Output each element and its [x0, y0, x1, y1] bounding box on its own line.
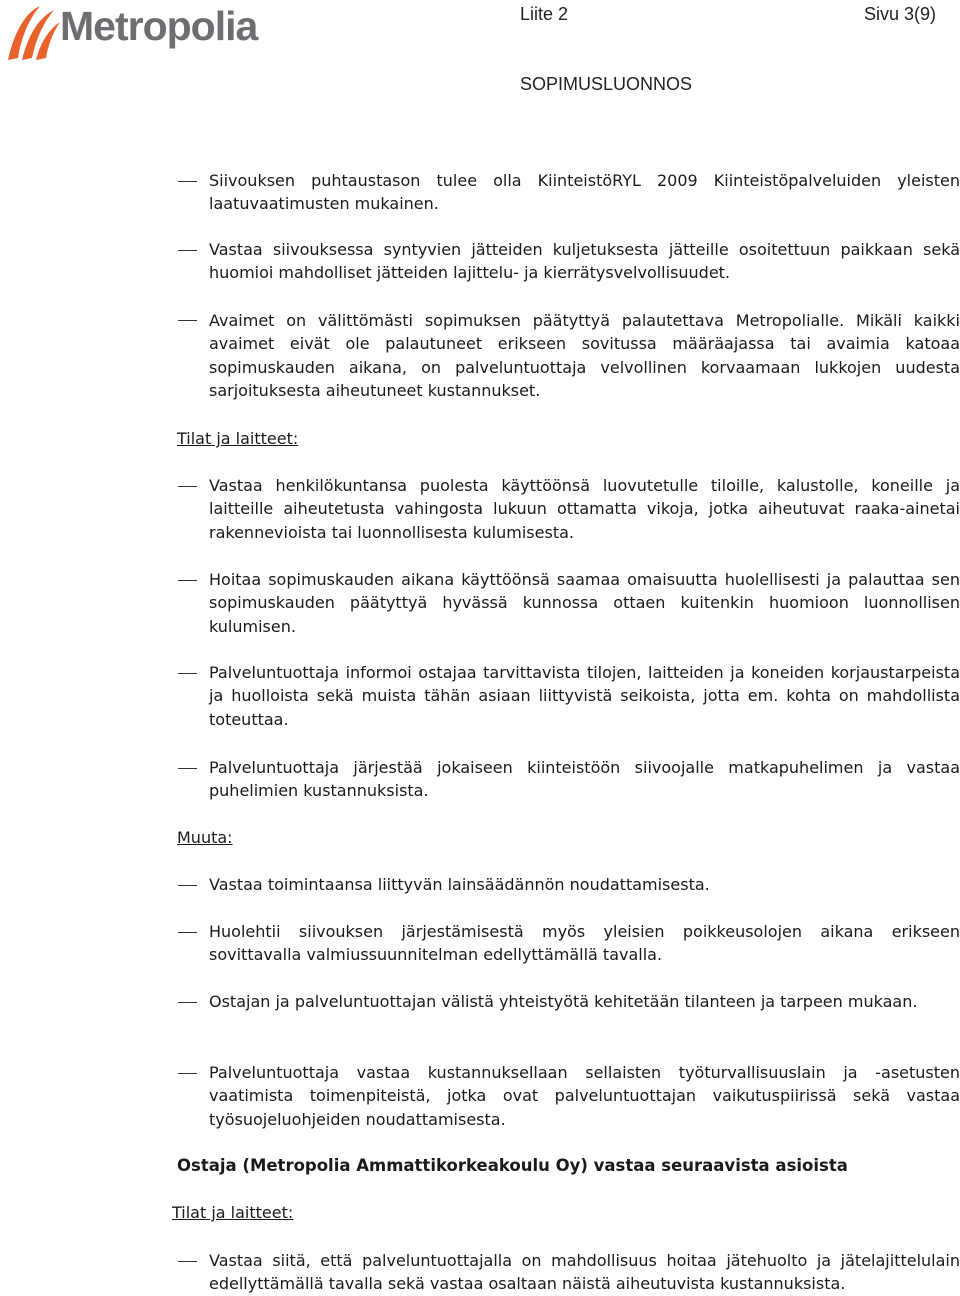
list-item: Vastaa henkilökuntansa puolesta käyttöönsä luovutetulle tiloille, kalustolle, koneille ja laitteille aiheutetusta vahingosta lukuun ottamatta vikoja, jotka aiheutuvat raaka-ainetai rakennevioista tai luonnollisesta kulumisesta.	[209, 476, 960, 542]
bullet-dash	[178, 1261, 197, 1262]
bullet-dash	[178, 1073, 197, 1074]
page-number: Sivu 3(9)	[864, 4, 937, 24]
section-heading-tilat: Tilat ja laitteet:	[177, 429, 299, 448]
section-heading-muuta: Muuta:	[177, 828, 233, 847]
logo-wordmark: Metropolia	[60, 3, 258, 49]
bullet-dash	[178, 250, 197, 251]
buyer-section-title: Ostaja (Metropolia Ammattikorkeakoulu Oy) vastaa seuraavista asioista	[177, 1156, 848, 1175]
list-item: Hoitaa sopimuskauden aikana käyttöönsä saamaa omaisuutta huolellisesti ja palauttaa sen sopimuskauden päätyttyä hyvässä kunnossa ottaen kuitenkin huomioon luonnollisen kulumisen.	[209, 570, 960, 636]
list-item: Huolehtii siivouksen järjestämisestä myös yleisien poikkeusolojen aikana erikseen sovittavalla valmiussuunnitelman edellyttämällä tavalla.	[209, 922, 960, 965]
bullet-dash	[178, 486, 197, 487]
bullet-dash	[178, 320, 197, 321]
list-item: Palveluntuottaja informoi ostajaa tarvittavista tilojen, laitteiden ja koneiden korjaustarpeista ja huolloista sekä muista tähän asiaan liittyvistä seikoista, jotta em. kohta on mahdollista toteuttaa.	[209, 663, 960, 729]
list-item: Vastaa siitä, että palveluntuottajalla on mahdollisuus hoitaa jätehuolto ja jätelajittelulain edellyttämällä tavalla sekä vastaa osaltaan näistä aiheutuvista kustannuksista.	[209, 1251, 960, 1294]
bullet-dash	[178, 181, 197, 182]
bullet-dash	[178, 932, 197, 933]
bullet-dash	[178, 768, 197, 769]
logo-swoosh-icon	[4, 2, 62, 62]
bullet-dash	[178, 673, 197, 674]
metropolia-logo	[4, 0, 274, 62]
document-title: SOPIMUSLUONNOS	[520, 74, 693, 94]
section-heading-tilat-buyer: Tilat ja laitteet:	[172, 1203, 294, 1222]
bullet-dash	[178, 885, 197, 886]
appendix-label: Liite 2	[520, 4, 569, 24]
list-item: Vastaa siivouksessa syntyvien jätteiden kuljetuksesta jätteille osoitettuun paikkaan sekä huomioi mahdolliset jätteiden lajittelu- ja kierrätysvelvollisuudet.	[209, 240, 960, 283]
list-item: Palveluntuottaja vastaa kustannuksellaan sellaisten työturvallisuuslain ja -asetusten vaatimista toimenpiteistä, jotka ovat palveluntuottajan vaikutuspiirissä sekä vastaa työsuojeluohjeiden noudattamisesta.	[209, 1063, 960, 1129]
bullet-dash	[178, 1002, 197, 1003]
list-item: Vastaa toimintaansa liittyvän lainsäädännön noudattamisesta.	[209, 875, 710, 894]
list-item: Palveluntuottaja järjestää jokaiseen kiinteistöön siivoojalle matkapuhelimen ja vastaa puhelimien kustannuksista.	[209, 758, 960, 801]
list-item: Avaimet on välittömästi sopimuksen päätyttyä palautettava Metropolialle. Mikäli kaikki avaimet eivät ole palautuneet erikseen sovitussa määräajassa tai avaimia katoaa sopimuskauden aikana, on palveluntuottaja velvollinen korvaamaan lukkojen uudesta sarjoituksesta aiheutuneet kustannukset.	[209, 311, 960, 400]
bullet-dash	[178, 580, 197, 581]
list-item: Siivouksen puhtaustason tulee olla KiinteistöRYL 2009 Kiinteistöpalveluiden yleisten laatuvaatimusten mukainen.	[209, 171, 960, 214]
list-item: Ostajan ja palveluntuottajan välistä yhteistyötä kehitetään tilanteen ja tarpeen mukaan.	[209, 992, 918, 1011]
